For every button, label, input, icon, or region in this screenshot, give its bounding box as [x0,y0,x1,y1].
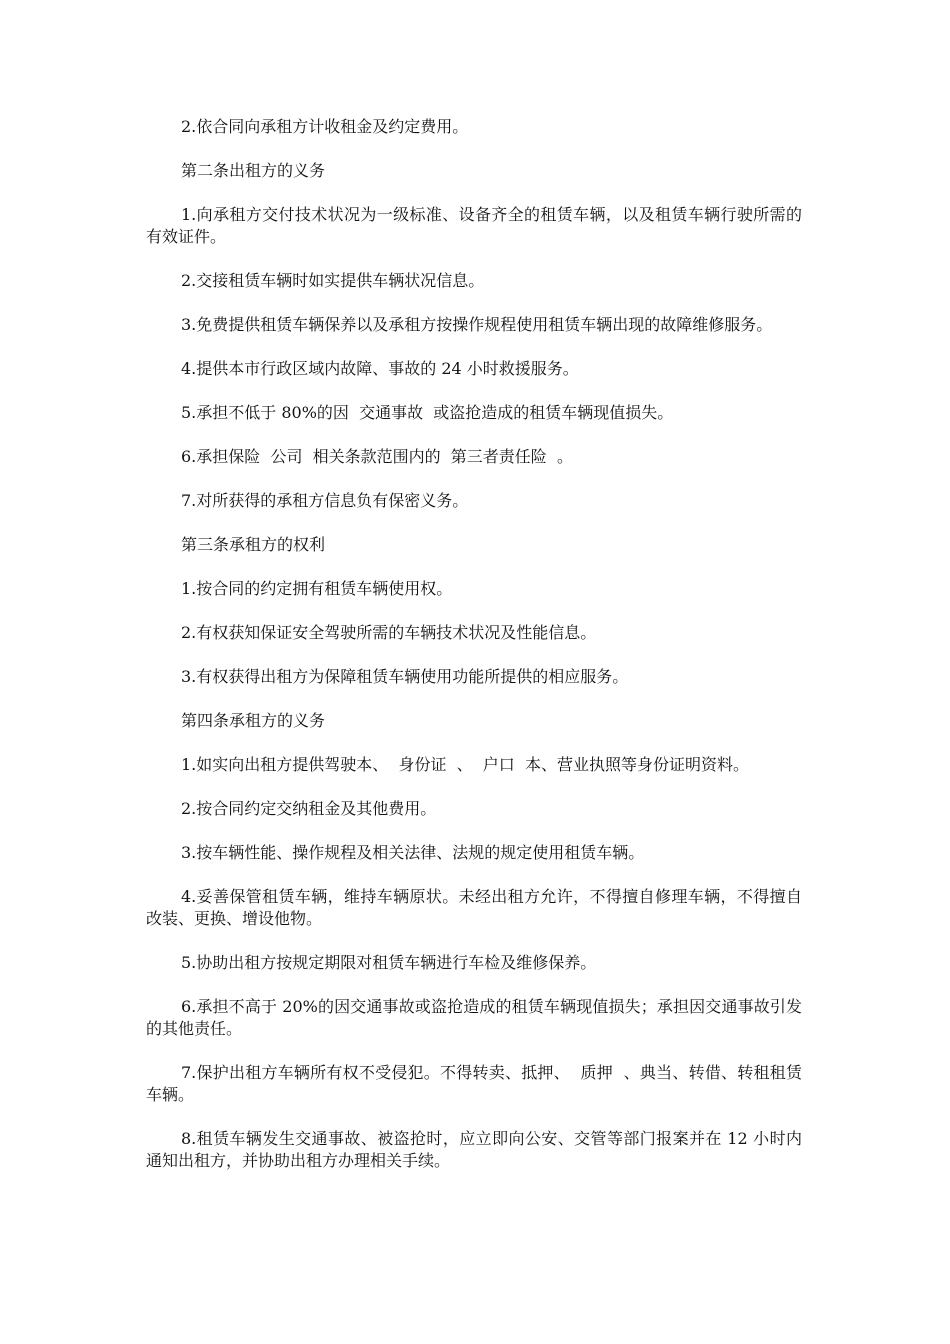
paragraph-lessee-obligation-1: 1.如实向出租方提供驾驶本、 身份证 、 户口 本、营业执照等身份证明资料。 [181,755,749,774]
paragraph-lessee-obligation-4: 4.妥善保管租赁车辆，维持车辆原状。未经出租方允许，不得擅自修理车辆，不得擅自改装、更换、增设他物。 [146,887,802,928]
paragraph-lessor-right-2: 2.依合同向承租方计收租金及约定费用。 [181,117,469,136]
paragraph-lessee-right-3: 3.有权获得出租方为保障租赁车辆使用功能所提供的相应服务。 [181,667,629,686]
paragraph-lessee-obligation-6: 6.承担不高于 20%的因交通事故或盗抢造成的租赁车辆现值损失；承担因交通事故引发的其他责任。 [146,997,802,1038]
heading-article-3-lessee-rights: 第三条承租方的权利 [181,535,326,554]
paragraph-lessee-obligation-7: 7.保护出租方车辆所有权不受侵犯。不得转卖、抵押、 质押 、典当、转借、转租租赁车辆。 [146,1063,802,1104]
heading-article-2-lessor-obligations: 第二条出租方的义务 [181,161,326,180]
paragraph-lessor-obligation-6: 6.承担保险 公司 相关条款范围内的 第三者责任险 。 [181,447,573,466]
paragraph-lessor-obligation-5: 5.承担不低于 80%的因 交通事故 或盗抢造成的租赁车辆现值损失。 [181,403,674,422]
paragraph-lessor-obligation-1: 1.向承租方交付技术状况为一级标准、设备齐全的租赁车辆，以及租赁车辆行驶所需的有效证件。 [146,205,802,246]
paragraph-lessee-obligation-5: 5.协助出租方按规定期限对租赁车辆进行车检及维修保养。 [181,953,597,972]
paragraph-lessee-obligation-3: 3.按车辆性能、操作规程及相关法律、法规的规定使用租赁车辆。 [181,843,645,862]
paragraph-lessee-right-1: 1.按合同的约定拥有租赁车辆使用权。 [181,579,453,598]
paragraph-lessee-obligation-8: 8.租赁车辆发生交通事故、被盗抢时，应立即向公安、交管等部门报案并在 12 小时内通知出租方，并协助出租方办理相关手续。 [146,1129,802,1170]
paragraph-lessee-right-2: 2.有权获知保证安全驾驶所需的车辆技术状况及性能信息。 [181,623,597,642]
document-body [146,116,802,1194]
paragraph-lessor-obligation-7: 7.对所获得的承租方信息负有保密义务。 [181,491,469,510]
paragraph-lessee-obligation-2: 2.按合同约定交纳租金及其他费用。 [181,799,437,818]
heading-article-4-lessee-obligations: 第四条承租方的义务 [181,711,326,730]
paragraph-lessor-obligation-4: 4.提供本市行政区域内故障、事故的 24 小时救援服务。 [181,359,579,378]
paragraph-lessor-obligation-3: 3.免费提供租赁车辆保养以及承租方按操作规程使用租赁车辆出现的故障维修服务。 [181,315,773,334]
paragraph-lessor-obligation-2: 2.交接租赁车辆时如实提供车辆状况信息。 [181,271,485,290]
